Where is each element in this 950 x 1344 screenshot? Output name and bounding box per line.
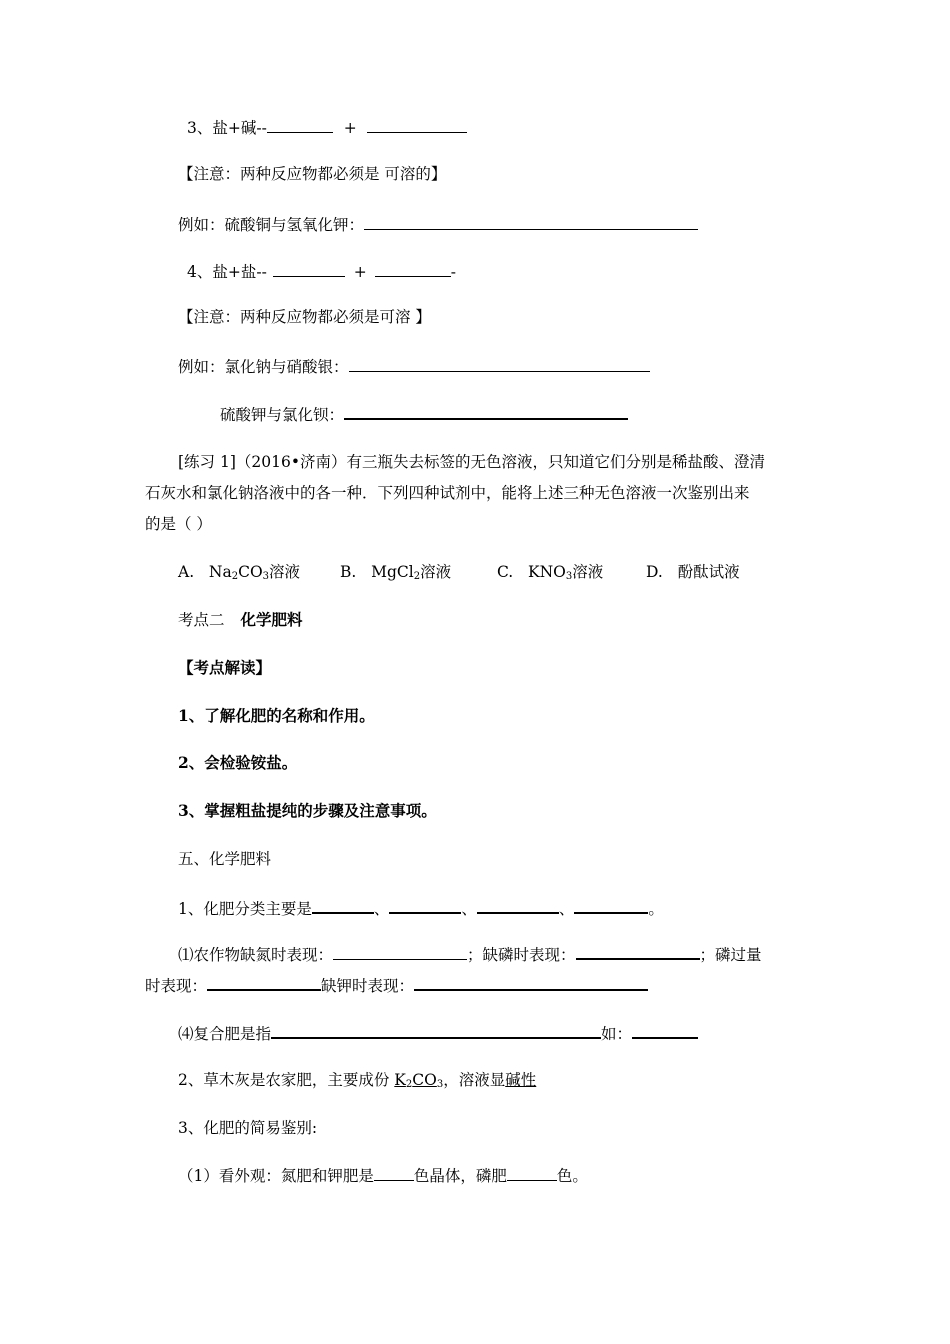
blank	[344, 402, 628, 420]
reaction-salt-salt	[187, 260, 456, 283]
practice-question-line-3: 的是（ ）	[145, 515, 212, 533]
compound-fertilizer: ⑷复合肥是指 如：	[178, 1021, 698, 1045]
plus-sign: +	[353, 263, 367, 281]
example-sodium-chloride	[178, 355, 650, 378]
option-d: D. 酚酞试液	[646, 563, 740, 581]
blank	[632, 1021, 698, 1039]
option-b: B. MgCl$_2$溶液	[340, 563, 452, 582]
deficiency-question-line-1: ⑴农作物缺氮时表现： ；缺磷时表现： ；磷过量	[178, 942, 762, 966]
blank	[349, 355, 650, 372]
appearance-question: （1）看外观：氮肥和钾肥是 色晶体，磷肥 色。	[178, 1164, 588, 1187]
section-heading-5: 五、化学肥料	[178, 850, 272, 868]
example-label: 硫酸钾与氯化钡：	[220, 406, 345, 424]
reaction-salt-base	[187, 116, 467, 139]
dash: -	[450, 263, 457, 281]
plus-sign: +	[343, 119, 357, 137]
blank	[374, 1164, 414, 1181]
practice-question-line-1: [练习 1]（2016•济南）有三瓶失去标签的无色溶液，只知道它们分别是稀盐酸、澄清	[178, 453, 765, 471]
practice-question-line-2: 石灰水和氯化钠洛液中的各一种．下列四种试剂中，能将上述三种无色溶液一次鉴别出来	[145, 484, 750, 502]
blank	[574, 896, 648, 914]
objective-2: 2、会检验铵盐。	[178, 753, 298, 772]
option-a: A. $Na_2CO_3$溶液	[178, 563, 301, 582]
example-label: 例如：氯化钠与硝酸银：	[178, 358, 349, 376]
reaction-salt-base-label: 3、盐+碱--	[187, 119, 267, 137]
objective-3: 3、掌握粗盐提纯的步骤及注意事项。	[178, 801, 437, 820]
kaodian-jiedu: 【考点解读】	[178, 658, 272, 677]
blank	[367, 116, 467, 133]
alkaline-answer: 碱性	[505, 1071, 537, 1089]
blank	[414, 973, 648, 991]
kaodian-heading: 考点二 化学肥料	[178, 610, 303, 629]
simple-identification: 3、化肥的简易鉴别:	[178, 1119, 318, 1137]
objective-1: 1、了解化肥的名称和作用。	[178, 706, 375, 725]
fertilizer-classification: 1、化肥分类主要是 、 、 、 。	[178, 896, 664, 920]
blank	[389, 896, 461, 914]
blank	[267, 116, 333, 133]
option-c: C. $KNO_3$溶液	[497, 563, 604, 582]
example-potassium-sulfate	[220, 402, 628, 426]
example-label: 例如：硫酸铜与氢氧化钾：	[178, 216, 365, 234]
blank	[507, 1164, 557, 1181]
formula-k2co3: $K_2CO_3$	[394, 1071, 444, 1090]
blank	[364, 213, 698, 230]
deficiency-question-line-2: 时表现： 缺钾时表现：	[145, 973, 648, 997]
blank	[273, 260, 345, 277]
note-soluble-1: 【注意：两种反应物都必须是 可溶的】	[178, 165, 447, 183]
blank	[375, 260, 451, 277]
plant-ash: 2、草木灰是农家肥，主要成份 $K_2CO_3$，溶液显碱性	[178, 1071, 537, 1090]
blank	[477, 896, 559, 914]
blank	[207, 973, 321, 991]
blank	[333, 943, 467, 960]
blank	[271, 1021, 601, 1039]
blank	[312, 896, 374, 914]
example-copper-sulfate	[178, 213, 698, 236]
note-soluble-2: 【注意：两种反应物都必须是可溶 】	[178, 308, 431, 326]
blank	[576, 942, 700, 960]
reaction-salt-salt-label: 4、盐+盐--	[187, 263, 267, 281]
